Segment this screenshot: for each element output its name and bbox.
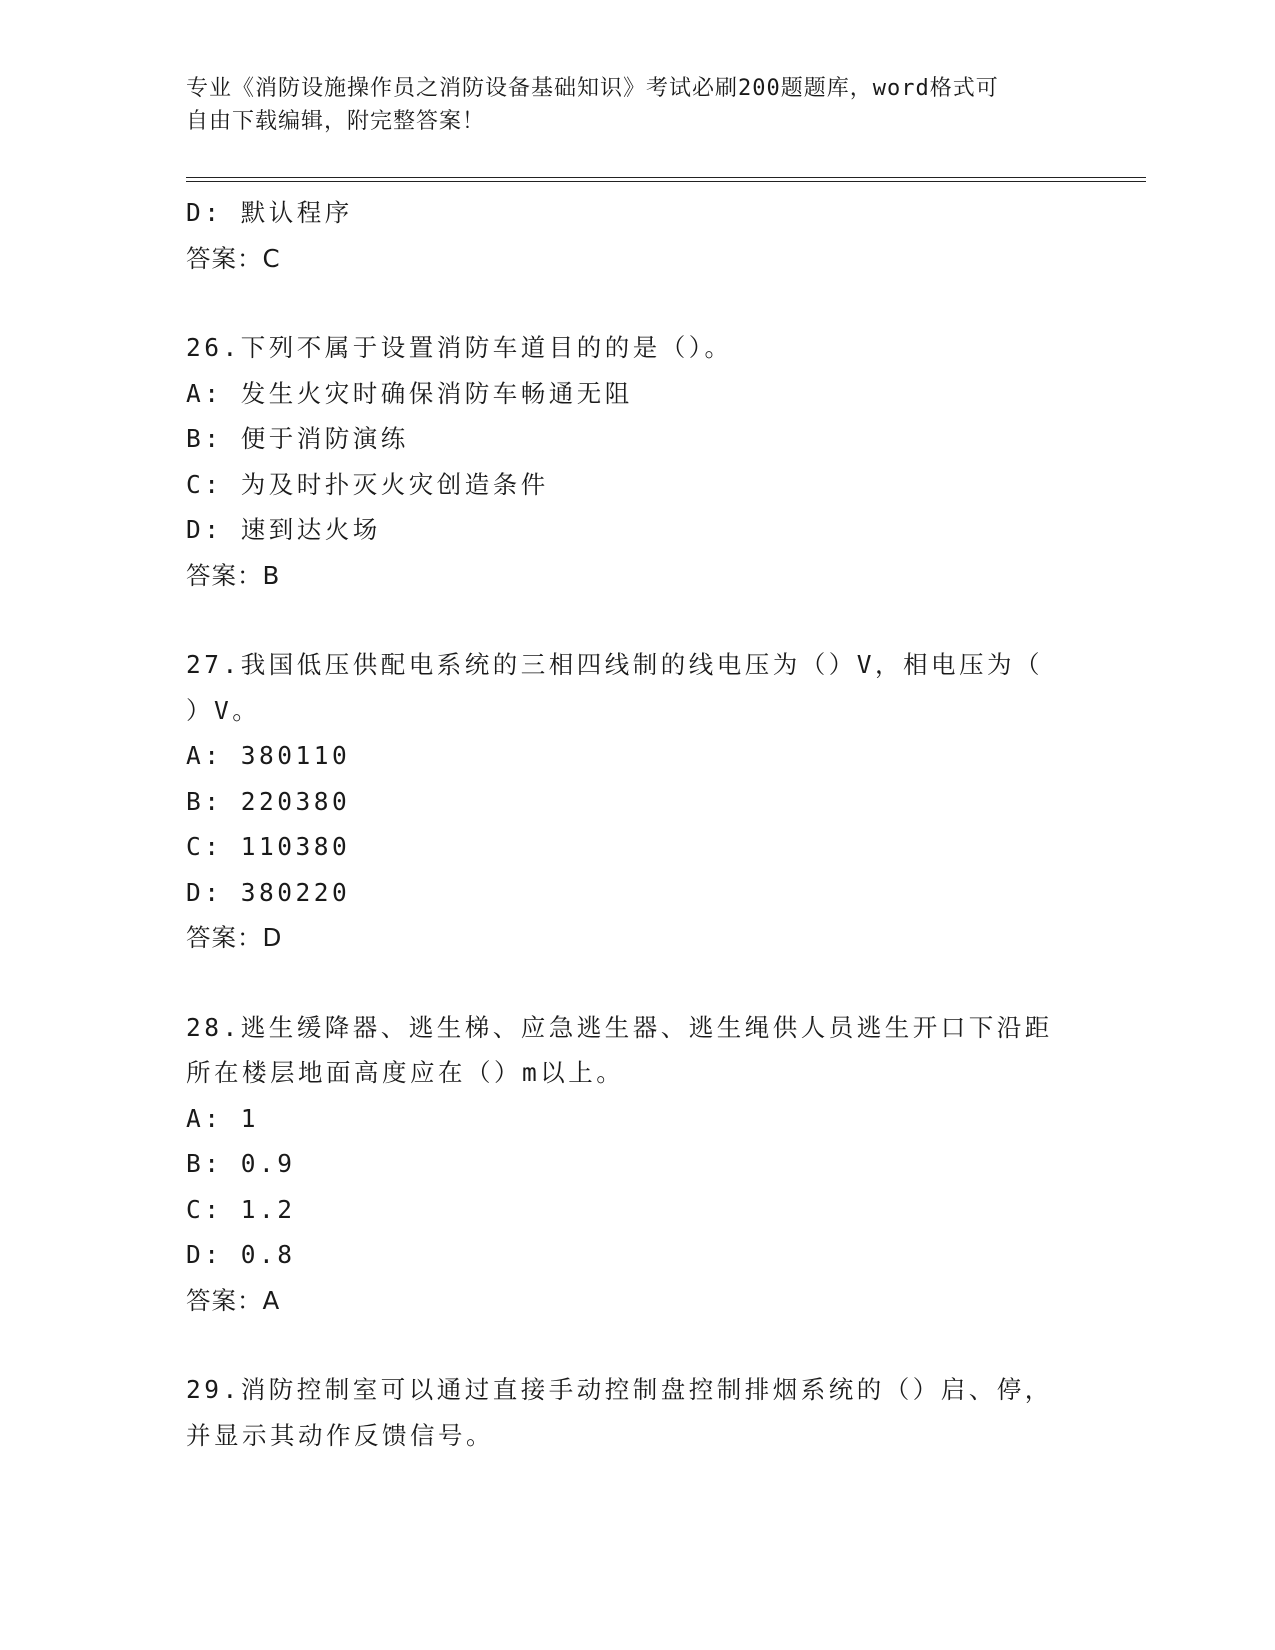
question-text-cont: ）V。	[186, 695, 261, 725]
question-text: 27.我国低压供配电系统的三相四线制的线电压为（）V，相电压为（	[186, 650, 1043, 679]
question-list	[186, 190, 1086, 1458]
header-rule-top	[186, 177, 1146, 178]
question-27	[186, 642, 1086, 961]
option-c: C: 为及时扑灭火灾创造条件	[186, 469, 549, 499]
answer-line: 答案：B	[186, 560, 281, 590]
option-a: A: 1	[186, 1103, 260, 1133]
answer-line: 答案：C	[186, 243, 281, 273]
question-text-cont: 并显示其动作反馈信号。	[186, 1420, 494, 1450]
option-b: B: 220380	[186, 786, 351, 816]
answer-line: 答案：D	[186, 923, 283, 952]
question-28	[186, 1005, 1086, 1324]
question-text: 26.下列不属于设置消防车道目的的是（）。	[186, 333, 733, 362]
question-text: 28.逃生缓降器、逃生梯、应急逃生器、逃生绳供人员逃生开口下沿距	[186, 1012, 1053, 1042]
question-26	[186, 325, 1086, 598]
option-b: B: 便于消防演练	[186, 424, 409, 453]
option-d: D: 速到达火场	[186, 515, 381, 544]
option-d: D: 默认程序	[186, 198, 353, 227]
header-line-1: 专业《消防设施操作员之消防设备基础知识》考试必刷200题题库，word格式可	[186, 76, 999, 101]
header-rule-bottom	[186, 181, 1146, 182]
option-b: B: 0.9	[186, 1149, 296, 1178]
option-d: D: 0.8	[186, 1240, 296, 1269]
question-29	[186, 1367, 1086, 1458]
option-a: A: 发生火灾时确保消防车畅通无阻	[186, 378, 633, 408]
question-text: 29.消防控制室可以通过直接手动控制盘控制排烟系统的（）启、停，	[186, 1375, 1053, 1404]
option-c: C: 1.2	[186, 1194, 296, 1224]
header-line-2: 自由下载编辑，附完整答案！	[186, 109, 486, 134]
question-text-cont: 所在楼层地面高度应在（）m以上。	[186, 1058, 625, 1087]
option-d: D: 380220	[186, 877, 351, 907]
document-header	[186, 72, 1066, 138]
answer-line: 答案：A	[186, 1285, 281, 1315]
option-c: C: 110380	[186, 832, 351, 861]
option-a: A: 380110	[186, 741, 351, 770]
